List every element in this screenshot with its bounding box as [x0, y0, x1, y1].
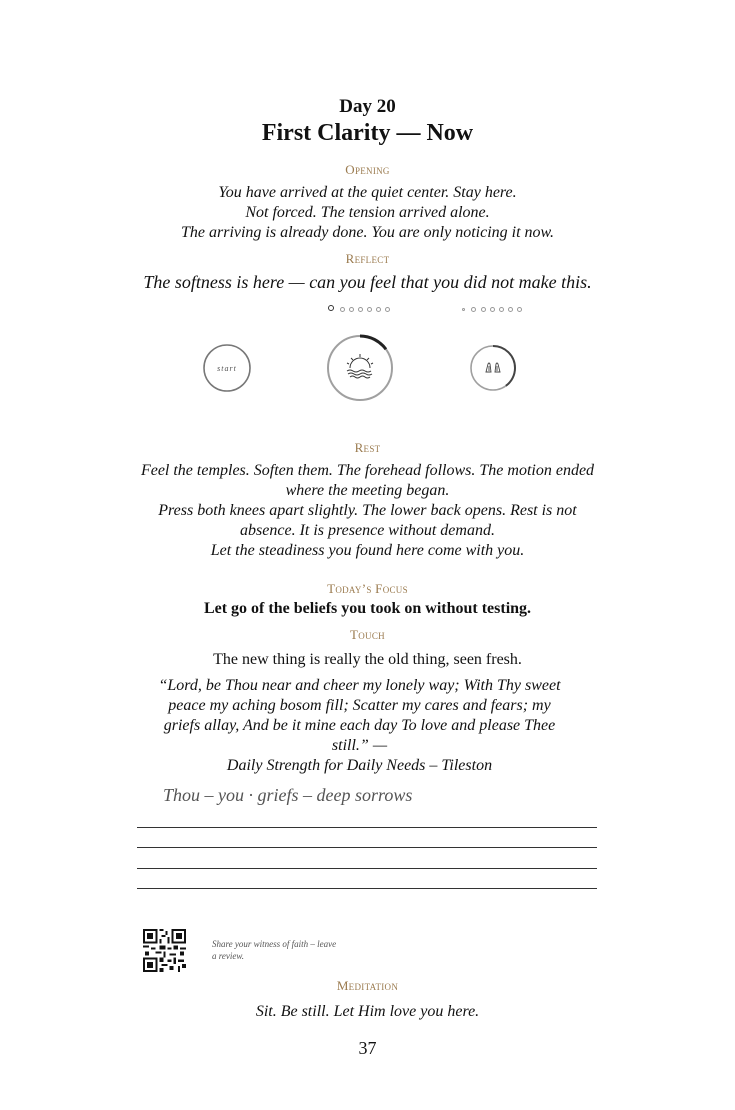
qr-code-icon[interactable] — [142, 929, 187, 972]
section-label-meditation: Meditation — [336, 978, 399, 993]
touch-text: The new thing is really the old thing, seen fresh. — [213, 651, 522, 668]
section-label-touch: Touch — [350, 627, 385, 642]
rest-text — [130, 461, 605, 561]
journal-line — [137, 827, 597, 828]
rest-paragraph: Press both knees apart slightly. The lower back opens. Rest is not absence. It is presence without demand. — [158, 502, 577, 539]
step-dot — [349, 307, 354, 312]
meditation-text: Sit. Be still. Let Him love you here. — [255, 1003, 480, 1020]
praying-hands-icon — [486, 363, 500, 372]
step-dot-active — [328, 305, 334, 311]
step-dot — [481, 307, 486, 312]
step-dots-center — [328, 305, 398, 317]
opening-line: You have arrived at the quiet center. Stay here. — [218, 184, 517, 201]
step-dot — [517, 307, 522, 312]
section-label-opening: Opening — [345, 162, 390, 177]
section-label-focus: Today’s Focus — [327, 581, 408, 596]
step-dot — [462, 308, 465, 311]
step-dot — [340, 307, 345, 312]
rest-paragraph: Let the steadiness you found here come with you. — [210, 542, 525, 559]
journal-line — [137, 868, 597, 869]
step-dot — [367, 307, 372, 312]
start-label: start — [217, 364, 237, 373]
section-label-reflect: Reflect — [345, 251, 390, 266]
step-dot — [490, 307, 495, 312]
opening-line: Not forced. The tension arrived alone. — [245, 204, 490, 221]
start-timer-button[interactable] — [198, 340, 258, 396]
sunrise-over-water-icon — [347, 354, 373, 378]
quote-source: Daily Strength for Daily Needs – Tileston — [226, 757, 493, 774]
rest-paragraph: Feel the temples. Soften them. The forehead follows. The motion ended where the meeting began. — [140, 462, 595, 499]
step-dot — [358, 307, 363, 312]
next-step-timer[interactable] — [466, 341, 520, 395]
page-number: 37 — [358, 1038, 377, 1058]
step-dot — [508, 307, 513, 312]
step-dot — [385, 307, 390, 312]
journal-line — [137, 847, 597, 848]
opening-text — [130, 183, 605, 243]
step-dots-right — [462, 305, 527, 317]
quote-block — [157, 676, 562, 776]
journal-line — [137, 888, 597, 889]
section-label-rest: Rest — [354, 440, 381, 455]
page-title: First Clarity — Now — [261, 120, 474, 146]
journal-handwriting: Thou – you · griefs – deep sorrows — [163, 785, 413, 805]
opening-line: The arriving is already done. You are only noticing it now. — [180, 224, 555, 241]
day-label: Day 20 — [339, 96, 396, 117]
step-dot — [499, 307, 504, 312]
share-review-link[interactable]: Share your witness of faith – leave a review. — [212, 939, 337, 961]
step-dot — [376, 307, 381, 312]
step-dot — [471, 307, 476, 312]
reflect-text: The softness is here — can you feel that you did not make this. — [143, 272, 592, 292]
quote-text: “Lord, be Thou near and cheer my lonely way; With Thy sweet peace my aching bosom fill; Scatter my cares and fears; my griefs allay, And be it mine each day To love and please Thee still.” — — [158, 677, 561, 754]
session-timer[interactable] — [322, 330, 398, 406]
focus-text: Let go of the beliefs you took on without testing. — [203, 600, 532, 617]
